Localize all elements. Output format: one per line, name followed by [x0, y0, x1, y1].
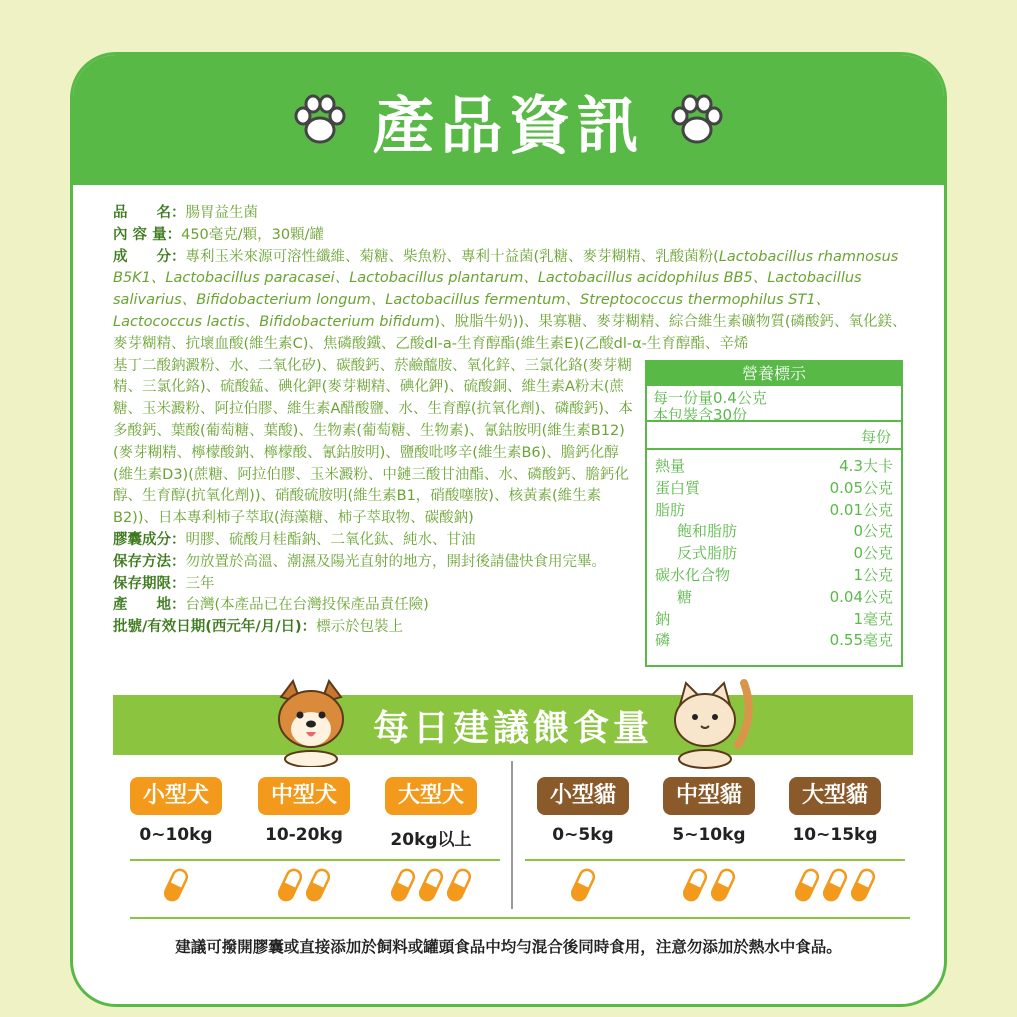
batch-label: 批號/有效日期(西元年/月/日)： — [113, 619, 317, 636]
serving-size: 每一份量0.4公克 — [653, 389, 767, 407]
nutrient-value: 0.01公克 — [829, 500, 893, 519]
nutrition-row — [655, 500, 893, 522]
large-cat-tag: 大型貓 — [789, 777, 881, 815]
large-cat-capsules — [775, 867, 895, 903]
medium-cat-weight: 5~10kg — [672, 825, 746, 845]
header-bar — [73, 55, 944, 185]
medium-dog-tag: 中型犬 — [258, 777, 350, 815]
large-dog-tag: 大型犬 — [385, 777, 477, 815]
medium-cat-capsules — [649, 867, 769, 903]
nutrition-row — [655, 587, 893, 609]
nutrition-row — [655, 609, 893, 631]
capsule-label: 膠囊成分： — [113, 531, 186, 548]
paw-icon — [290, 92, 350, 148]
nutrition-row — [655, 456, 893, 478]
ingredients-text-3: 基丁二酸鈉澱粉、水、二氧化矽)、碳酸鈣、菸鹼醯胺、氧化鋅、三氯化鉻(麥芽糊精、三氯化鉻)、硫酸錳、碘化鉀(麥芽糊精、碘化鉀)、硫酸銅、維生素A粉末(蔗糖、玉米澱粉、阿拉伯膠、維生素A醋酸鹽、水、生育醇(抗氧化劑)、磷酸鈣)、本多酸鈣、葉酸(葡萄糖、葉酸)、生物素(葡萄糖、生物素)、氰鈷胺明(維生素B12)(麥芽糊精、檸檬酸鈉、檸檬酸、氰鈷胺明)、鹽酸吡哆辛(維生素B6)、膽鈣化醇(維生素D3)(蔗糖、阿拉伯膠、玉米澱粉、中鏈三酸甘油酯、水、磷酸鈣、膽鈣化醇、生育醇(抗氧化劑))、硝酸硫胺明(維生素B1，硝酸噻胺)、核黃素(維生素B2))、日本專利柿子萃取(海藻糖、柿子萃取物、碳酸鈉) — [113, 357, 633, 527]
nutrition-row — [655, 543, 893, 565]
nutrition-table — [645, 360, 903, 667]
large-dog-weight: 20kg以上 — [390, 830, 472, 850]
nutrient-value: 0.05公克 — [829, 478, 893, 497]
nutrient-value: 0公克 — [853, 522, 893, 541]
nutrition-rows — [647, 450, 901, 652]
capsule-row — [113, 530, 633, 552]
nutrient-name: 熱量 — [655, 457, 686, 475]
ingredients-latin: Lactobacillus rhamnosus B5K1、Lactobacillus paracasei、Lactobacillus plantarum、Lactobacillus acidophilus BB5、Lactobacillus salivarius、Bifidobacterium longum、Lactobacillus fermentum、Streptococcus thermophilus ST1、Lactococcus lactis、Bifidobacterium bifidum — [113, 248, 899, 330]
divider — [525, 859, 905, 861]
batch-value: 標示於包裝上 — [316, 619, 404, 636]
nutrient-name: 蛋白質 — [655, 478, 701, 497]
cat-illustration-icon — [668, 675, 758, 779]
medium-cat-tag: 中型貓 — [663, 777, 755, 815]
batch-row — [113, 617, 633, 639]
capsule-icon — [571, 867, 595, 903]
nutrient-name: 磷 — [655, 631, 671, 650]
divider — [130, 917, 910, 919]
name-value: 腸胃益生菌 — [185, 205, 258, 221]
per-serving-header: 每份 — [647, 422, 901, 450]
capsule-icon — [851, 867, 875, 903]
nutrient-name: 反式脂肪 — [677, 544, 738, 563]
small-dog-capsules — [116, 867, 236, 903]
nutrient-value: 1毫克 — [853, 609, 893, 628]
feeding-banner — [113, 695, 913, 755]
small-dog-tag: 小型犬 — [130, 777, 222, 815]
capsule-icon — [391, 867, 415, 903]
capsule-icon — [683, 867, 707, 903]
servings-per-pack: 本包裝含30份 — [653, 406, 748, 424]
shelf-row — [113, 574, 633, 596]
content-value: 450毫克/顆，30顆/罐 — [181, 226, 325, 243]
dog-cat-divider — [511, 761, 513, 909]
nutrient-name: 碳水化合物 — [655, 565, 731, 584]
capsule-value: 明膠、硫酸月桂酯鈉、二氧化鈦、純水、甘油 — [185, 531, 476, 548]
nutrition-row — [655, 630, 893, 652]
page-title: 產品資訊 — [372, 88, 645, 162]
ingredients-cont — [113, 356, 633, 530]
nutrient-value: 0公克 — [853, 544, 893, 563]
capsule-icon — [164, 867, 188, 903]
nutrient-value: 0.55毫克 — [829, 631, 893, 650]
origin-value: 台灣(本產品已在台灣投保產品責任險) — [185, 597, 429, 614]
content-row — [113, 225, 913, 247]
nutrition-row — [655, 565, 893, 587]
nutrient-name: 鈉 — [655, 609, 671, 628]
storage-row — [113, 552, 633, 574]
divider — [130, 859, 500, 861]
name-label: 品 名： — [113, 205, 186, 221]
name-row — [113, 203, 913, 225]
nutrient-name: 脂肪 — [655, 500, 686, 519]
ingredients-label: 成 分： — [113, 248, 186, 265]
storage-label: 保存方法： — [113, 553, 186, 570]
product-info-card — [70, 52, 947, 1007]
origin-label: 產 地： — [113, 597, 186, 614]
capsule-icon — [795, 867, 819, 903]
small-cat-capsules — [523, 867, 643, 903]
medium-dog-capsules — [244, 867, 364, 903]
capsule-icon — [823, 867, 847, 903]
large-dog-capsules — [371, 867, 491, 903]
nutrient-value: 1公克 — [853, 565, 893, 584]
storage-value: 勿放置於高溫、潮濕及陽光直射的地方，開封後請儘快食用完畢。 — [185, 553, 606, 570]
content-label: 內 容 量： — [113, 226, 182, 243]
paw-icon — [667, 92, 727, 148]
medium-dog-weight: 10-20kg — [265, 825, 343, 845]
nutrition-serving — [647, 386, 901, 422]
shelf-value: 三年 — [185, 575, 215, 592]
nutrient-name: 糖 — [677, 587, 693, 606]
capsule-icon — [278, 867, 302, 903]
capsule-icon — [419, 867, 443, 903]
nutrition-row — [655, 521, 893, 543]
small-dog-weight: 0~10kg — [139, 825, 213, 845]
ingredients-text-2: )、脫脂牛奶))、果寡糖、麥芽糊精、綜合維生素礦物質(磷酸鈣、氧化鎂、麥芽糊精、抗壞血酸(維生素C)、焦磷酸鐵、乙酸dl-a-生育醇酯(維生素E)(乙酸dl-α-生育醇酯、辛烯 — [113, 313, 907, 352]
ingredients-row — [113, 247, 913, 356]
shelf-label: 保存期限： — [113, 575, 186, 592]
capsule-icon — [447, 867, 471, 903]
large-cat-weight: 10~15kg — [792, 825, 878, 845]
nutrient-name: 飽和脂肪 — [677, 522, 738, 541]
feeding-title: 每日建議餵食量 — [372, 707, 653, 749]
capsule-icon — [711, 867, 735, 903]
origin-row — [113, 595, 633, 617]
small-cat-tag: 小型貓 — [537, 777, 629, 815]
nutrition-title: 營養標示 — [647, 362, 901, 386]
capsule-icon — [306, 867, 330, 903]
feeding-note: 建議可撥開膠囊或直接添加於飼料或罐頭食品中均勻混合後同時食用，注意勿添加於熱水中食品。 — [175, 938, 842, 956]
ingredients-text-1: 專利玉米來源可溶性纖維、菊糖、柴魚粉、專利十益菌(乳糖、麥芽糊精、乳酸菌粉( — [185, 248, 719, 265]
nutrient-value: 4.3大卡 — [839, 457, 893, 475]
small-cat-weight: 0~5kg — [552, 825, 614, 845]
nutrient-value: 0.04公克 — [829, 587, 893, 606]
dog-illustration-icon — [271, 677, 351, 771]
nutrition-row — [655, 478, 893, 500]
